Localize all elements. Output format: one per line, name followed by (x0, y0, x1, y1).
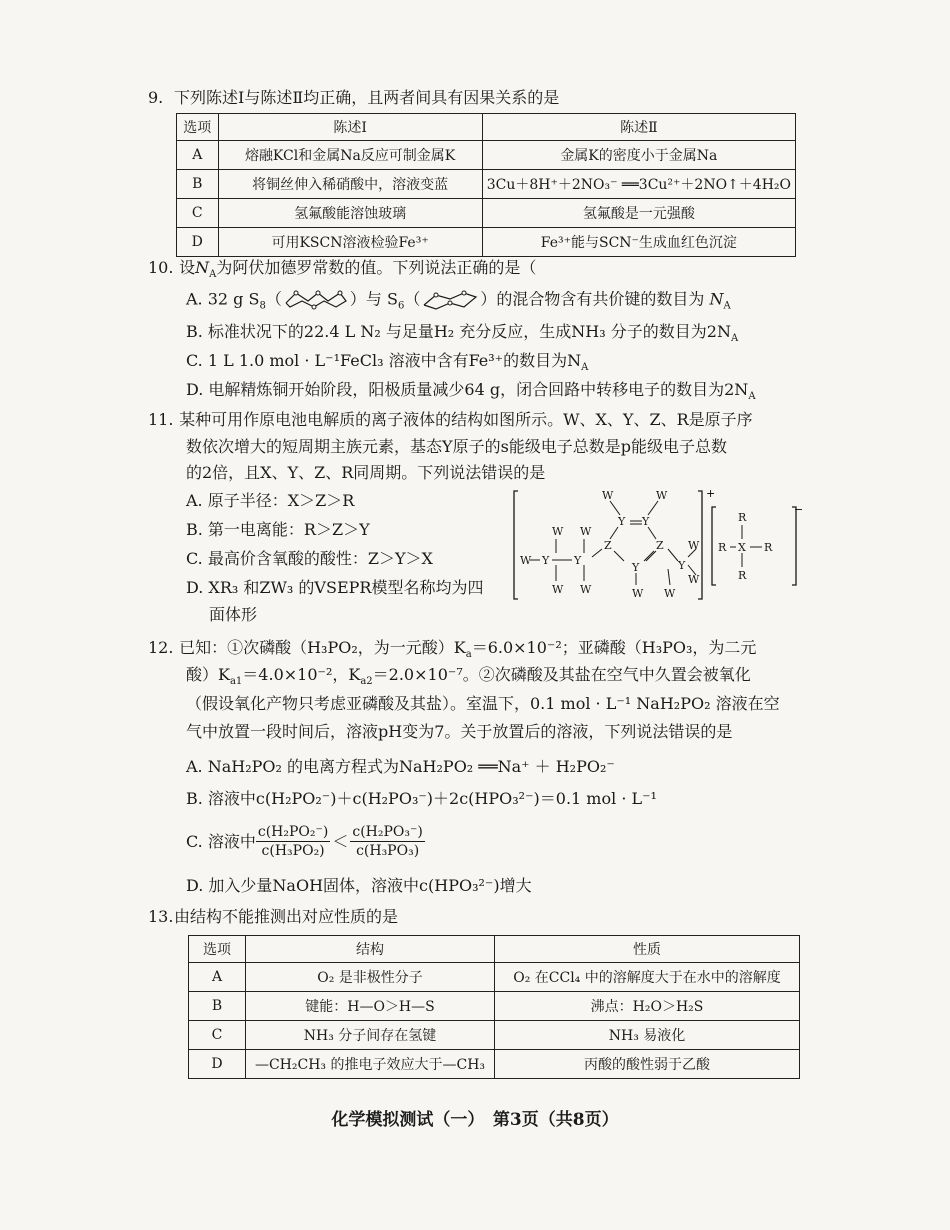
atom-w: W (688, 573, 700, 586)
table-cell: B (189, 992, 246, 1021)
table-row (177, 228, 796, 257)
question-11 (148, 410, 753, 430)
atom-z: Z (656, 539, 664, 552)
fraction-denominator: c(H₃PO₂) (261, 843, 325, 859)
question-13 (148, 907, 398, 927)
question-number: 11. (148, 410, 174, 429)
question-number: 9. (148, 88, 164, 107)
q11-option-d-cont: 面体形 (209, 605, 258, 624)
table-header-row (177, 114, 796, 141)
table-row (189, 1050, 800, 1079)
q10-option-b (186, 322, 739, 345)
q12-option-d: D. 加入少量NaOH固体，溶液中c(HPO₃²⁻)增大 (186, 876, 532, 895)
table-header: 陈述Ⅱ (482, 114, 795, 141)
option-text: C. 溶液中 (186, 831, 256, 851)
table-cell: 氢氟酸是一元强酸 (482, 199, 795, 228)
anion-charge: − (794, 503, 804, 516)
q12-option-b: B. 溶液中c(H₂PO₂⁻)＋c(H₂PO₃⁻)＋2c(HPO₃²⁻)＝0.1 mol · L⁻¹ (186, 789, 657, 808)
subscript: 6 (397, 300, 405, 312)
question-number: 10. (148, 258, 174, 277)
question-stem: 下列陈述Ⅰ与陈述Ⅱ均正确，且两者间具有因果关系的是 (174, 88, 560, 107)
atom-w: W (688, 539, 700, 552)
question-stem: 数依次增大的短周期主族元素，基态Y原子的s能级电子总数是p能级电子总数 (186, 437, 728, 456)
atom-w: W (520, 554, 532, 567)
question-12 (148, 638, 757, 661)
table-cell: 可用KSCN溶液检验Fe³⁺ (218, 228, 482, 257)
table-cell: C (177, 199, 219, 228)
table-row (177, 141, 796, 170)
atom-w: W (602, 489, 614, 502)
cation-charge: + (706, 487, 716, 500)
atom-y: Y (632, 561, 640, 574)
table-cell: A (189, 963, 246, 992)
atom-y: Y (642, 515, 650, 528)
atom-w: W (656, 489, 668, 502)
atom-y: Y (618, 515, 626, 528)
question-number: 13. (148, 907, 174, 926)
subscript: A (723, 300, 731, 312)
less-than-sign: ＜ (332, 831, 349, 851)
table-cell: 丙酸的酸性弱于乙酸 (495, 1050, 800, 1079)
fraction (256, 823, 331, 860)
question-stem: 气中放置一段时间后，溶液pH变为7。关于放置后的溶液，下列说法错误的是 (186, 722, 733, 741)
question-stem: 已知：①次磷酸（H₃PO₂，为一元酸）K (179, 638, 466, 657)
table-cell: 熔融KCl和金属Na反应可制金属K (218, 141, 482, 170)
atom-w: W (632, 587, 644, 600)
question-stem: ＝2.0×10⁻⁷。②次磷酸及其盐在空气中久置会被氧化 (372, 665, 751, 684)
subscript: a1 (229, 676, 243, 688)
atom-y: Y (574, 554, 582, 567)
question-stem: 的2倍，且X、Y、Z、R同周期。下列说法错误的是 (186, 463, 546, 482)
atom-r: R (738, 511, 747, 524)
atom-w: W (552, 583, 564, 596)
atom-y: Y (678, 559, 686, 572)
question-stem: 由结构不能推测出对应性质的是 (174, 907, 399, 926)
question-10 (148, 258, 537, 281)
atom-w: W (580, 583, 592, 596)
table-cell: B (177, 170, 219, 199)
q10-option-d (186, 380, 756, 403)
table-cell: NH₃ 易液化 (495, 1021, 800, 1050)
fraction-numerator: c(H₂PO₂⁻) (257, 824, 329, 840)
q10-option-a: A. 32 g $S_8$（ ）与 $S_6$（ ）的混合物含有共价键的数目为 $N_A$ (186, 289, 731, 312)
table-cell: NH₃ 分子间存在氢键 (246, 1021, 495, 1050)
subscript: a (465, 649, 472, 661)
q9-table (176, 113, 796, 257)
table-cell: D (177, 228, 219, 257)
table-row (177, 199, 796, 228)
atom-r: R (738, 569, 747, 582)
table-row (189, 963, 800, 992)
option-text: 的混合物含有共价键的数目为 (496, 289, 705, 309)
table-cell: O₂ 在CCl₄ 中的溶解度大于在水中的溶解度 (495, 963, 800, 992)
s8-crown-ring-icon (282, 289, 350, 311)
q11-option-b: B. 第一电离能：R＞Z＞Y (186, 520, 370, 539)
table-header: 结构 (246, 936, 495, 963)
table-cell: 沸点：H₂O＞H₂S (495, 992, 800, 1021)
atom-w: W (552, 525, 564, 538)
table-cell: 3Cu＋8H⁺＋2NO₃⁻ ══3Cu²⁺＋2NO↑＋4H₂O (482, 170, 795, 199)
fraction-denominator: c(H₃PO₃) (356, 843, 420, 859)
option-text: D. 电解精炼铜开始阶段，阳极质量减少64 g，闭合回路中转移电子的数目为2N (186, 380, 749, 399)
question-stem: ＝6.0×10⁻²；亚磷酸（H₃PO₃，为二元 (471, 638, 757, 657)
q11-option-a: A. 原子半径：X＞Z＞R (186, 491, 355, 510)
atom-y: Y (542, 554, 550, 567)
table-row (189, 992, 800, 1021)
table-cell: C (189, 1021, 246, 1050)
question-number: 12. (148, 638, 174, 657)
question-stem: 某种可用作原电池电解质的离子液体的结构如图所示。W、X、Y、Z、R是原子序 (179, 410, 753, 429)
atom-x: X (738, 541, 746, 554)
atom-w: W (580, 525, 592, 538)
table-cell: 将铜丝伸入稀硝酸中，溶液变蓝 (218, 170, 482, 199)
table-cell: 键能：H—O＞H—S (246, 992, 495, 1021)
page-footer: 化学模拟测试（一） 第3页（共8页） (331, 1110, 619, 1130)
fraction (350, 823, 425, 860)
question-stem (186, 665, 751, 688)
table-header-row (189, 936, 800, 963)
q13-table (188, 935, 800, 1079)
table-header: 选项 (189, 936, 246, 963)
table-cell: —CH₂CH₃ 的推电子效应大于—CH₃ (246, 1050, 495, 1079)
question-stem: 设 (179, 258, 196, 277)
q12-option-a: A. NaH₂PO₂ 的电离方程式为NaH₂PO₂ ══Na⁺ ＋ H₂PO₂⁻ (186, 757, 615, 776)
s6-ring-icon (420, 289, 480, 311)
question-9 (148, 88, 559, 108)
option-text: B. 标准状况下的22.4 L N₂ 与足量H₂ 充分反应，生成NH₃ 分子的数目为2N (186, 322, 731, 341)
table-header: 性质 (495, 936, 800, 963)
question-stem: N (195, 258, 210, 277)
option-text: A. 32 g S (186, 289, 260, 309)
ionic-liquid-structure-diagram (510, 485, 804, 605)
q10-option-c (186, 351, 589, 374)
table-row (189, 1021, 800, 1050)
table-header: 陈述Ⅰ (218, 114, 482, 141)
subscript: A (730, 333, 739, 345)
subscript: A (209, 269, 217, 281)
subscript: a2 (360, 676, 373, 688)
option-text: 与 S (365, 289, 398, 309)
question-stem: ＝4.0×10⁻²，K (242, 665, 361, 684)
subscript: 8 (259, 300, 266, 312)
table-header: 选项 (177, 114, 219, 141)
table-cell: O₂ 是非极性分子 (246, 963, 495, 992)
question-stem: 酸）K (186, 665, 230, 684)
table-cell: 金属K的密度小于金属Na (482, 141, 795, 170)
atom-z: Z (604, 539, 612, 552)
table-row (177, 170, 796, 199)
q11-option-c: C. 最高价含氧酸的酸性：Z＞Y＞X (186, 549, 433, 568)
subscript: A (581, 362, 589, 374)
atom-r: R (718, 541, 727, 554)
table-cell: 氢氟酸能溶蚀玻璃 (218, 199, 482, 228)
q11-option-d: D. XR₃ 和ZW₃ 的VSEPR模型名称均为四 (186, 578, 484, 597)
table-cell: Fe³⁺能与SCN⁻生成血红色沉淀 (482, 228, 795, 257)
question-stem: （假设氧化产物只考虑亚磷酸及其盐）。室温下，0.1 mol · L⁻¹ NaH₂PO₂ 溶液在空 (186, 694, 780, 713)
option-text: C. 1 L 1.0 mol · L⁻¹FeCl₃ 溶液中含有Fe³⁺的数目为N (186, 351, 582, 370)
q12-option-c (186, 823, 425, 860)
subscript: A (748, 391, 756, 403)
table-cell: A (177, 141, 219, 170)
atom-w: W (664, 587, 676, 600)
table-cell: D (189, 1050, 246, 1079)
fraction-numerator: c(H₂PO₃⁻) (352, 824, 423, 840)
question-stem: 为阿伏加德罗常数的值。下列说法正确的是（ (216, 258, 537, 277)
atom-r: R (764, 541, 773, 554)
